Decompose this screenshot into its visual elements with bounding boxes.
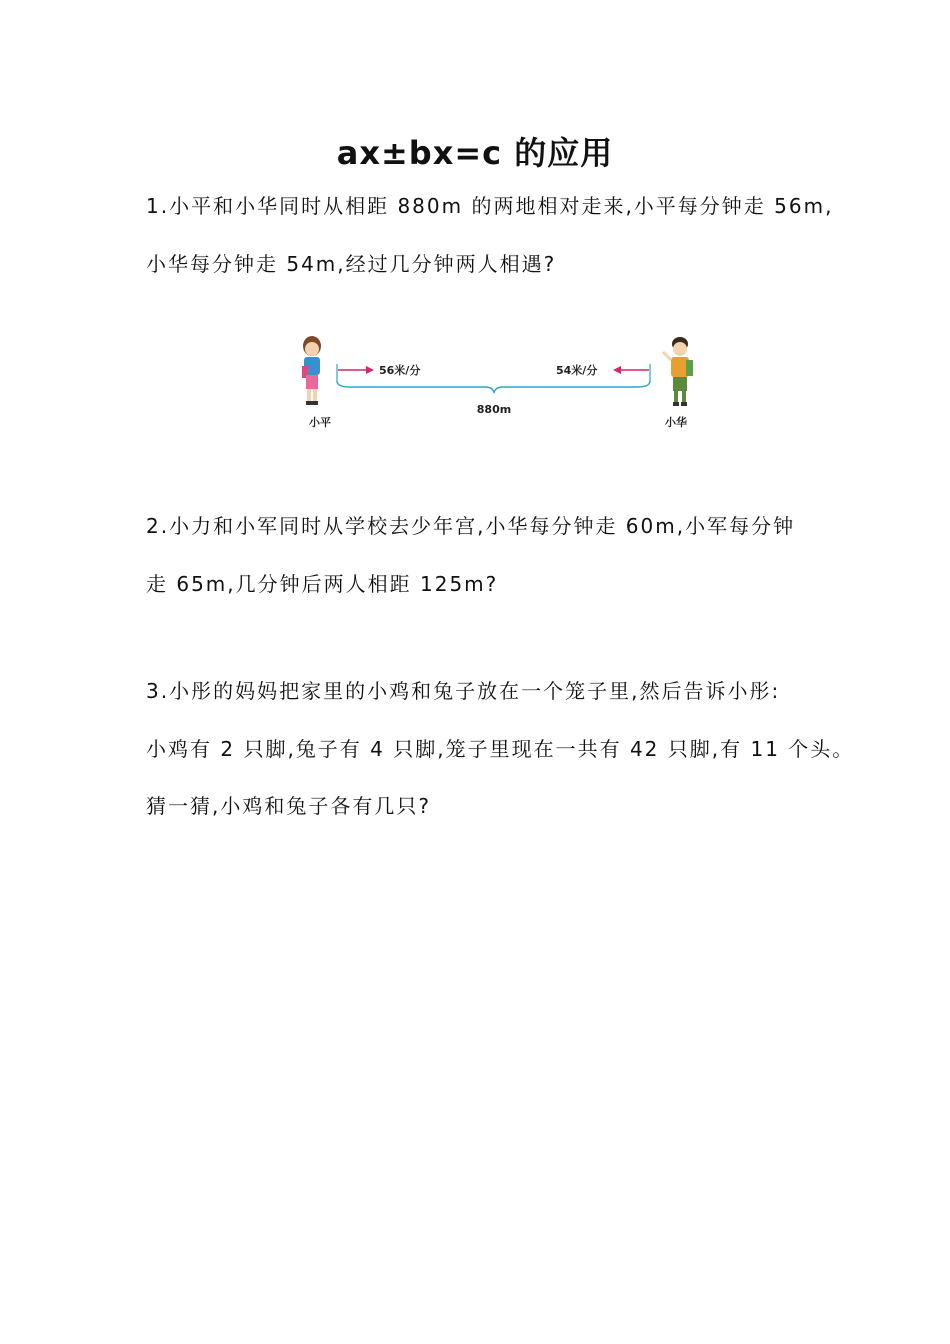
right-speed-arrow bbox=[613, 366, 649, 374]
left-speed-arrow bbox=[338, 366, 374, 374]
distance-label: 880m bbox=[476, 403, 512, 416]
left-speed-label: 56米/分 bbox=[379, 364, 421, 377]
problem-1-line-2: 小华每分钟走 54m,经过几分钟两人相遇? bbox=[146, 252, 557, 276]
problem-3-line-3: 猜一猜,小鸡和兔子各有几只? bbox=[146, 794, 431, 818]
problem-1-line-1: 1.小平和小华同时从相距 880m 的两地相对走来,小平每分钟走 56m, bbox=[146, 194, 834, 218]
girl-figure-icon bbox=[302, 336, 321, 405]
left-person-name: 小平 bbox=[309, 416, 331, 429]
meeting-diagram bbox=[290, 330, 710, 440]
page-title: ax±bx=c 的应用 bbox=[336, 134, 614, 172]
distance-brace bbox=[337, 381, 650, 393]
right-speed-label: 54米/分 bbox=[556, 364, 598, 377]
problem-2-line-1: 2.小力和小军同时从学校去少年宫,小华每分钟走 60m,小军每分钟 bbox=[146, 514, 796, 538]
problem-3-line-2: 小鸡有 2 只脚,兔子有 4 只脚,笼子里现在一共有 42 只脚,有 11 个头。 bbox=[146, 737, 855, 761]
problem-3-line-1: 3.小彤的妈妈把家里的小鸡和兔子放在一个笼子里,然后告诉小彤: bbox=[146, 679, 781, 703]
right-person-name: 小华 bbox=[665, 416, 687, 429]
boy-figure-icon bbox=[663, 337, 693, 406]
problem-2-line-2: 走 65m,几分钟后两人相距 125m? bbox=[146, 572, 499, 596]
